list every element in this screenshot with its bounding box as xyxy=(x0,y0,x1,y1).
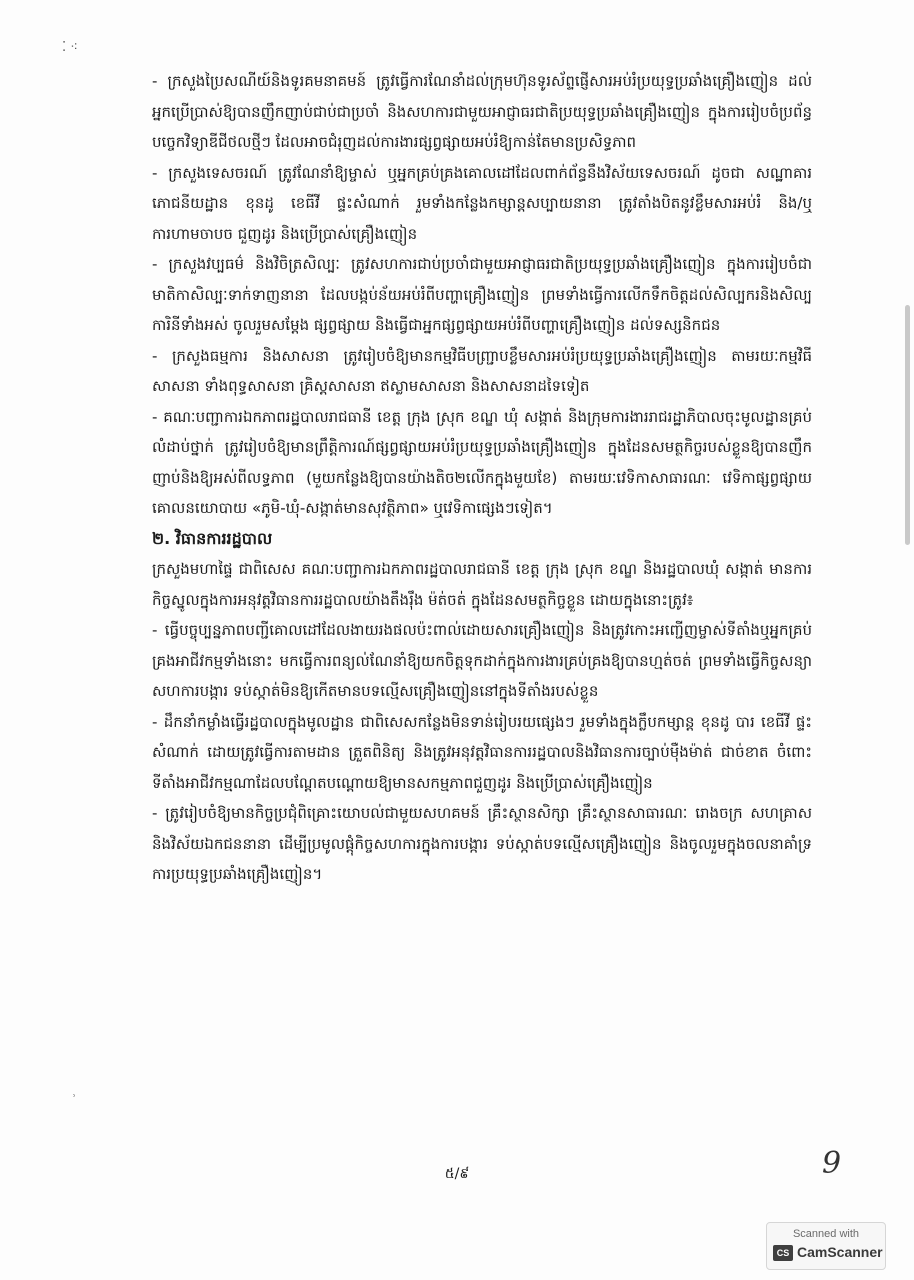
handwritten-margin-note: 9 xyxy=(822,1146,842,1181)
scanner-name: CamScanner xyxy=(797,1244,883,1260)
section-heading: ២. វិធានការរដ្ឋបាល xyxy=(152,528,273,548)
paragraph-ministry-post-telecom: - ក្រសួងប្រៃសណីយ៍និងទូរគមនាគមន៍ ត្រូវធ្វើការណែនាំដល់ក្រុមហ៊ុនទូរស័ព្ទផ្ញើសារអប់រំប្រយុទ្ធប្រឆាំងគ្រឿងញៀន ដល់អ្នកប្រើប្រាស់ឱ្យបានញឹកញាប់ជាប់ជាប្រចាំ និងសហការជាមួយអាជ្ញាធរជាតិប្រយុទ្ធប្រឆាំងគ្រឿងញៀន ក្នុងការរៀបចំប្រព័ន្ធបច្ចេកវិទ្យាឌីជីថលថ្មីៗ ដែលអាចជំរុញដល់ការងារផ្សព្វផ្សាយអប់រំឱ្យកាន់តែមានប្រសិទ្ធភាព xyxy=(152,72,812,151)
paragraph-ministry-tourism: - ក្រសួងទេសចរណ៍ ត្រូវណែនាំឱ្យម្ចាស់ ឬអ្នកគ្រប់គ្រងគោលដៅដែលពាក់ព័ន្ធនឹងវិស័យទេសចរណ៍ ដូចជា សណ្ឋាគារ ភោជនីយដ្ឋាន ខុនដូ ខេធីវី ផ្ទះសំណាក់ រួមទាំងកន្លែងកម្សាន្តសប្បាយនានា ត្រូវតាំងបិតនូវខ្លឹមសារអប់រំ និង/ឬ ការហាមចាបច ជួញដូរ និងប្រើប្រាស់គ្រឿងញៀន xyxy=(152,163,812,243)
scan-speck-mark: ⸒ xyxy=(72,1083,77,1098)
paragraph-ministry-culture: - ក្រសួងវប្បធម៌ និងវិចិត្រសិល្បៈ ត្រូវសហការជាប់ប្រចាំជាមួយអាជ្ញាធរជាតិប្រយុទ្ធប្រឆាំងគ្រឿងញៀន ក្នុងការរៀបចំជាមាតិកាសិល្បៈទាក់ទាញនានា ដែលបង្កប់ន័យអប់រំពីបញ្ហាគ្រឿងញៀន ព្រមទាំងធ្វើការលើកទឹកចិត្តដល់សិល្បករនិងសិល្បការិនីទាំងអស់ ចូលរួមសម្តែង ផ្សព្វផ្សាយ និងធ្វើជាអ្នកផ្សព្វផ្សាយអប់រំពីបញ្ហាគ្រឿងញៀន ដល់ទស្សនិកជន xyxy=(152,255,812,334)
camscanner-watermark xyxy=(766,1222,886,1270)
admin-paragraph-update-list: - ធ្វើបច្ចុប្បន្នភាពបញ្ជីគោលដៅដែលងាយរងផលប៉ះពាល់ដោយសារគ្រឿងញៀន និងត្រូវកោះអញ្ជើញម្ចាស់ទីតាំងឬអ្នកគ្រប់គ្រងអាជីវកម្មទាំងនោះ មកធ្វើការពន្យល់ណែនាំឱ្យយកចិត្តទុកដាក់ក្នុងការងារគ្រប់គ្រងឱ្យបានហ្មត់ចត់ ព្រមទាំងធ្វើកិច្ចសន្យាសហការបង្ការ ទប់ស្កាត់មិនឱ្យកើតមានបទល្មើសគ្រឿងញៀននៅក្នុងទីតាំងរបស់ខ្លួន xyxy=(152,621,812,700)
paragraph-ministry-cults-religion: - ក្រសួងធម្មការ និងសាសនា ត្រូវរៀបចំឱ្យមានកម្មវិធីបញ្ជ្រាបខ្លឹមសារអប់រំប្រយុទ្ធប្រឆាំងគ្រឿងញៀន តាមរយៈកម្មវិធីសាសនា ទាំងពុទ្ធសាសនា គ្រិស្តសាសនា ឥស្លាមសាសនា និងសាសនាដទៃទៀត xyxy=(152,346,812,395)
scrollbar-thumb[interactable] xyxy=(905,305,910,545)
scan-speck-mark: ⁚ ⁖ xyxy=(62,40,78,55)
scanner-caption: Scanned with xyxy=(792,1228,860,1240)
document-body xyxy=(152,66,812,890)
camscanner-logo-icon: CS xyxy=(773,1245,793,1261)
page-number: ៥/៩ xyxy=(444,1166,470,1182)
paragraph-unified-command: - គណៈបញ្ជាការឯកភាពរដ្ឋបាលរាជធានី ខេត្ត ក្រុង ស្រុក ខណ្ឌ ឃុំ សង្កាត់ និងក្រុមការងាររាជរដ្ឋាភិបាលចុះមូលដ្ឋានគ្រប់លំដាប់ថ្នាក់ ត្រូវរៀបចំឱ្យមានព្រឹត្តិការណ៍ផ្សព្វផ្សាយអប់រំប្រយុទ្ធប្រឆាំងគ្រឿងញៀន ក្នុងដែនសមត្ថកិច្ចរបស់ខ្លួនឱ្យបានញឹកញាប់និងឱ្យអស់ពីលទ្ធភាព (មួយកន្លែងឱ្យបានយ៉ាងតិច២លើកក្នុងមួយខែ) តាមរយៈវេទិកាសាធារណៈ វេទិកាផ្សព្វផ្សាយគោលនយោបាយ «ភូមិ-ឃុំ-សង្កាត់មានសុវត្ថិភាព» ឬវេទិកាផ្សេងៗទៀត។ xyxy=(152,407,812,517)
admin-paragraph-consultation: - ត្រូវរៀបចំឱ្យមានកិច្ចប្រជុំពិគ្រោះយោបល់ជាមួយសហគមន៍ គ្រឹះស្ថានសិក្សា គ្រឹះស្ថានសាធារណៈ រោងចក្រ សហគ្រាស និងវិស័យឯកជននានា ដើម្បីប្រមូលផ្តុំកិច្ចសហការក្នុងការបង្ការ ទប់ស្កាត់បទល្មើសគ្រឿងញៀន និងចូលរួមក្នុងចលនាគាំទ្រការប្រយុទ្ធប្រឆាំងគ្រឿងញៀន។ xyxy=(152,804,812,883)
section-intro: ក្រសួងមហាផ្ទៃ ជាពិសេស គណៈបញ្ជាការឯកភាពរដ្ឋបាលរាជធានី ខេត្ត ក្រុង ស្រុក ខណ្ឌ និងរដ្ឋបាលឃុំ សង្កាត់ មានការកិច្ចស្នូលក្នុងការអនុវត្តវិធានការរដ្ឋបាលយ៉ាងតឹងរ៉ឹង ម៉ត់ចត់ ក្នុងដែនសមត្ថកិច្ចខ្លួន ដោយក្នុងនោះត្រូវ៖ xyxy=(152,560,812,609)
admin-paragraph-lead-forces: - ដឹកនាំកម្លាំងធ្វើរដ្ឋបាលក្នុងមូលដ្ឋាន ជាពិសេសកន្លែងមិនទាន់រៀបរយផ្សេងៗ រួមទាំងក្នុងក្លឹបកម្សាន្ត ខុនដូ បារ ខេធីវី ផ្ទះសំណាក់ ដោយត្រូវធ្វើការតាមដាន ត្រួតពិនិត្យ និងត្រូវអនុវត្តវិធានការរដ្ឋបាលនិងវិធានការច្បាប់ម៉ឺងម៉ាត់ ជាច់ខាត ចំពោះទីតាំងអាជីវកម្មណាដែលបណ្តែតបណ្តោយឱ្យមានសកម្មភាពជួញដូរ និងប្រើប្រាស់គ្រឿងញៀន xyxy=(152,712,812,792)
